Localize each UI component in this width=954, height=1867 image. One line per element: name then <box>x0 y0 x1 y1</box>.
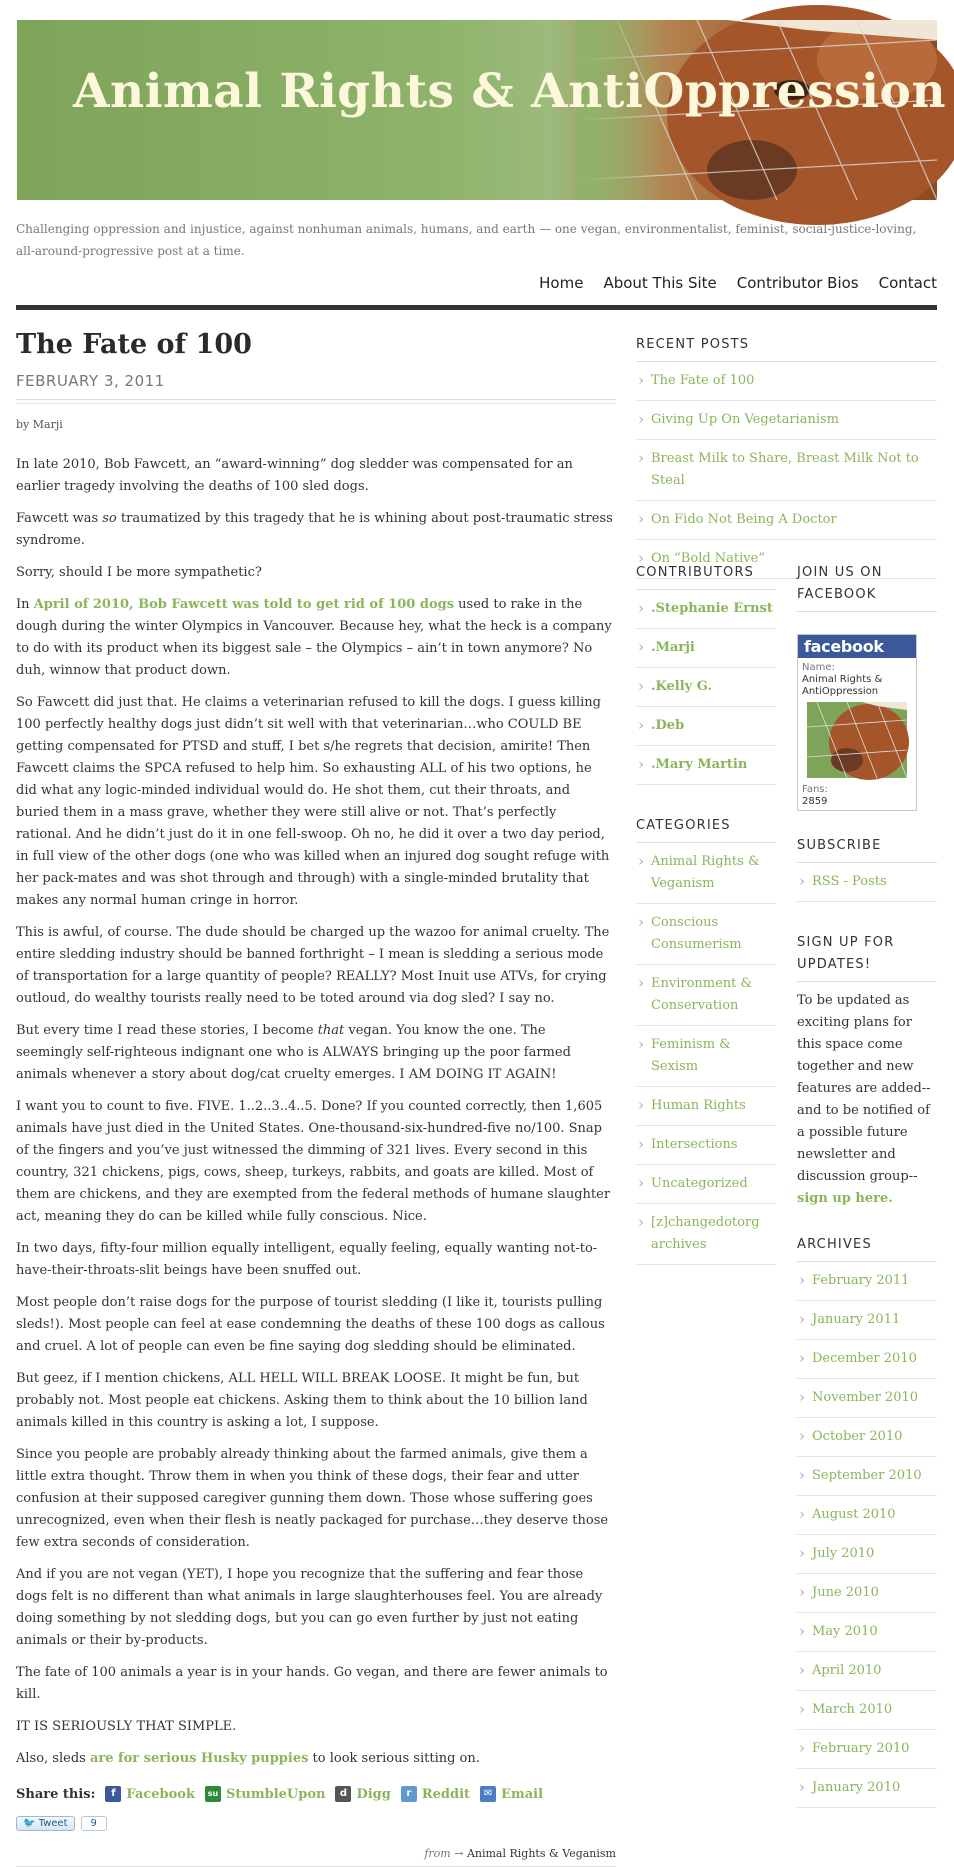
list-item <box>636 843 776 904</box>
list-item <box>797 1496 937 1535</box>
paragraph: But every time I read these stories, I become that vegan. You know the one. The seemingly self-righteous indignant one who is ALWAYS bringing up the poor farmed animals whenever a story about dog/cat cruelty emerges. I AM DOING IT AGAIN! <box>16 1023 571 1082</box>
archive-link[interactable]: February 2011 <box>812 1273 910 1288</box>
nav-contact[interactable]: Contact <box>878 274 937 292</box>
contributor-link[interactable]: .Deb <box>651 718 685 733</box>
digg-icon: d <box>335 1786 351 1802</box>
rss-posts-link[interactable]: RSS - Posts <box>812 874 887 889</box>
list-item <box>797 1418 937 1457</box>
main-nav <box>539 274 937 292</box>
list-item <box>636 1126 776 1165</box>
post-date: FEBRUARY 3, 2011 <box>16 372 616 400</box>
list-item <box>636 746 776 785</box>
category-link[interactable]: Intersections <box>651 1137 738 1152</box>
share-digg-button[interactable]: d Digg <box>335 1786 390 1802</box>
list-item <box>797 1574 937 1613</box>
post-category-link[interactable]: Animal Rights & Veganism <box>466 1847 616 1860</box>
cow-thumbnail-icon[interactable] <box>807 702 907 778</box>
sidebar-column-right <box>797 562 937 1808</box>
recent-post-link[interactable]: On Fido Not Being A Doctor <box>651 512 837 527</box>
list-item <box>636 501 937 540</box>
paragraph: Also, sleds are for serious Husky puppies to look serious sitting on. <box>16 1751 480 1766</box>
list-item <box>797 1301 937 1340</box>
tweet-count: 9 <box>81 1816 107 1831</box>
header-banner[interactable] <box>17 20 947 200</box>
nav-divider <box>16 305 937 310</box>
husky-puppies-link[interactable]: are for serious Husky puppies <box>89 1751 309 1766</box>
post-title[interactable]: The Fate of 100 <box>16 329 252 360</box>
archives-list <box>797 1262 937 1808</box>
list-item <box>636 1204 776 1265</box>
fb-fans-count: 2859 <box>802 796 828 807</box>
paragraph: This is awful, of course. The dude should be charged up the wazoo for animal cruelty. The entire sledding industry should be banned forthright – I mean is sledding a serious mode of transportation for a large quantity of people? REALLY? Most Inuit use ATVs, for crying outloud, do wealthy tourists really need to be toted around via dog sled? I say no. <box>16 925 610 1006</box>
archive-link[interactable]: January 2011 <box>812 1312 901 1327</box>
paragraph: I want you to count to five. FIVE. 1..2..3..4..5. Done? If you counted correctly, then 1,605 animals have just died in the United States. One-thousand-six-hundred-five no/100. Snap of the fingers and you’ve just witnessed the dimming of 321 lives. Every second in this country, 321 chickens, pigs, cows, sheep, turkeys, rabbits, and goats are killed. Most of them are chickens, and they are exempted from the federal methods of humane slaughter act, meaning they do can be killed while fully conscious. Nice. <box>16 1099 611 1224</box>
reddit-icon: r <box>401 1786 417 1802</box>
categories-list <box>636 843 776 1265</box>
list-item <box>636 965 776 1026</box>
contributor-link[interactable]: .Stephanie Ernst <box>651 601 773 616</box>
list-item <box>636 1165 776 1204</box>
list-item <box>636 362 937 401</box>
post-content <box>16 454 616 1770</box>
category-link[interactable]: Environment & Conservation <box>651 976 753 1013</box>
date-divider <box>16 403 616 404</box>
site-tagline: Challenging oppression and injustice, against nonhuman animals, humans, and earth — one vegan, environmentalist, feminist, social-justice-loving, all-around-progressive post at a time. <box>16 222 917 258</box>
sidebar-column-left <box>636 562 776 1265</box>
category-link[interactable]: Conscious Consumerism <box>651 915 742 952</box>
list-item <box>636 590 776 629</box>
paragraph: In April of 2010, Bob Fawcett was told to get rid of 100 dogs used to rake in the dough during the winter Olympics in Vancouver. Because hey, what the heck is a company to do with its product when its biggest sale – the Olympics – ain’t in town anymore? No duh, winnow that product down. <box>16 597 612 678</box>
paragraph: Since you people are probably already thinking about the farmed animals, give them a little extra thought. Throw them in when you think of these dogs, their fear and utter confusion at their supposed caregiver gunning them down. Those whose suffering goes unrecognized, even when their flesh is neatly packaged for purchase…they deserve those few extra seconds of consideration. <box>16 1447 609 1550</box>
list-item <box>636 1026 776 1087</box>
list-item <box>636 440 937 501</box>
list-item <box>636 401 937 440</box>
archive-link[interactable]: December 2010 <box>812 1351 917 1366</box>
stumbleupon-icon: su <box>205 1786 221 1802</box>
fb-fans-label: Fans: <box>802 784 828 795</box>
widget-title: CONTRIBUTORS <box>636 562 776 590</box>
paragraph: Most people don’t raise dogs for the purpose of tourist sledding (I like it, tourists pulling sleds!). Most people can feel at ease condemning the deaths of these 100 dogs as callous and cruel. A lot of people can even be fine saying dog sledding should be eliminated. <box>16 1295 605 1354</box>
list-item <box>797 1457 937 1496</box>
list-item <box>797 1613 937 1652</box>
archive-link[interactable]: November 2010 <box>812 1390 919 1405</box>
signup-text: To be updated as exciting plans for this space come together and new features are added--and to be notified of a possible future newsletter and discussion group--sign up here. <box>797 993 931 1206</box>
list-item <box>797 863 937 902</box>
widget-title: RECENT POSTS <box>636 334 937 362</box>
article-link-fawcett[interactable]: April of 2010, Bob Fawcett was told to get rid of 100 dogs <box>33 597 455 612</box>
archive-link[interactable]: January 2010 <box>812 1780 901 1795</box>
nav-about[interactable]: About This Site <box>603 274 717 292</box>
category-link[interactable]: Human Rights <box>651 1098 746 1113</box>
contributor-link[interactable]: .Mary Martin <box>651 757 748 772</box>
list-item <box>636 1087 776 1126</box>
archive-link[interactable]: June 2010 <box>812 1585 879 1600</box>
recent-post-link[interactable]: Giving Up On Vegetarianism <box>651 412 839 427</box>
fb-name-label: Name: <box>802 662 835 673</box>
category-link[interactable]: [z]changedotorg archives <box>651 1215 760 1252</box>
paragraph: And if you are not vegan (YET), I hope you recognize that the suffering and fear those dogs felt is no different than what animals in large slaughterhouses feel. You are already doing something by not sledding dogs, but you can go even further by just not eating animals or their by-products. <box>16 1567 603 1648</box>
list-item <box>797 1769 937 1808</box>
archive-link[interactable]: February 2010 <box>812 1741 910 1756</box>
archive-link[interactable]: April 2010 <box>812 1663 882 1678</box>
archive-link[interactable]: July 2010 <box>812 1546 875 1561</box>
archive-link[interactable]: September 2010 <box>812 1468 922 1483</box>
tweet-button[interactable]: 🐦 Tweet <box>16 1816 75 1831</box>
recent-post-link[interactable]: The Fate of 100 <box>651 373 755 388</box>
paragraph: In two days, fifty-four million equally intelligent, equally feeling, equally wanting not-to-have-their-throats-slit beings have been snuffed out. <box>16 1241 598 1278</box>
share-label: Share this: <box>16 1786 96 1802</box>
share-stumbleupon-button[interactable]: su StumbleUpon <box>205 1786 325 1802</box>
list-item <box>797 1535 937 1574</box>
email-icon: ✉ <box>480 1786 496 1802</box>
list-item <box>797 1652 937 1691</box>
list-item <box>797 1691 937 1730</box>
twitter-bird-icon: 🐦 <box>23 1818 36 1829</box>
share-bar <box>16 1786 616 1802</box>
contributor-link[interactable]: .Kelly G. <box>651 679 712 694</box>
contributor-link[interactable]: .Marji <box>651 640 695 655</box>
tweet-row <box>16 1816 616 1831</box>
archive-link[interactable]: May 2010 <box>812 1624 878 1639</box>
fb-page-name[interactable]: Animal Rights & AntiOppression <box>802 674 883 697</box>
list-item <box>797 1379 937 1418</box>
paragraph: But geez, if I mention chickens, ALL HELL WILL BREAK LOOSE. It might be fun, but probably not. Most people eat chickens. Asking them to think about the 10 billion land animals killed in this country is asking a lot, I suppose. <box>16 1371 588 1430</box>
paragraph: So Fawcett did just that. He claims a veterinarian refused to kill the dogs. I guess killing 100 perfectly healthy dogs just didn’t sit well with that veterinarian…who COULD BE getting compensated for PTSD and stuff, I bet s/he regrets that decision, amirite! Then Fawcett claims the SPCA refused to help him. So exhausting ALL of his two options, he did what any logic-minded individual would do. He shot them, cut their throats, and buried them in a mass grave, whether they were still alive or not. That’s perfectly rational. And he didn’t just do it in one fell-swoop. Oh no, he did it over a two day period, in full view of the other dogs (one who was killed when an injured dog sought refuge with her pack-mates and was shot through and through) with a single-minded brutality that makes any normal human cringe in horror. <box>16 695 610 908</box>
share-reddit-button[interactable]: r Reddit <box>401 1786 470 1802</box>
category-link[interactable]: Feminism & Sexism <box>651 1037 731 1074</box>
widget-title: JOIN US ON FACEBOOK <box>797 562 937 612</box>
contributors-list <box>636 590 776 785</box>
archive-link[interactable]: October 2010 <box>812 1429 903 1444</box>
widget-title: SUBSCRIBE <box>797 835 937 863</box>
recent-posts-list <box>636 362 937 579</box>
post-category-line: from → Animal Rights & Veganism <box>16 1847 616 1867</box>
list-item <box>636 707 776 746</box>
archive-link[interactable]: March 2010 <box>812 1702 893 1717</box>
list-item <box>797 1262 937 1301</box>
category-link[interactable]: Animal Rights & Veganism <box>651 854 760 891</box>
signup-link[interactable]: sign up here. <box>797 1191 893 1206</box>
paragraph: Sorry, should I be more sympathetic? <box>16 565 262 580</box>
paragraph: Fawcett was so traumatized by this tragedy that he is whining about post-traumatic stress syndrome. <box>16 511 613 548</box>
facebook-icon: f <box>105 1786 121 1802</box>
list-item <box>797 1730 937 1769</box>
facebook-logo[interactable]: facebook <box>798 635 916 658</box>
share-facebook-button[interactable]: f Facebook <box>105 1786 195 1802</box>
list-item <box>636 904 776 965</box>
nav-contributor-bios[interactable]: Contributor Bios <box>736 274 859 292</box>
post-byline: by Marji <box>16 418 63 431</box>
facebook-like-box[interactable] <box>797 634 917 811</box>
recent-post-link[interactable]: On “Bold Native” <box>651 551 765 566</box>
nav-home[interactable]: Home <box>539 274 584 292</box>
list-item <box>636 629 776 668</box>
category-link[interactable]: Uncategorized <box>651 1176 748 1191</box>
recent-post-link[interactable]: Breast Milk to Share, Breast Milk Not to Steal <box>651 451 919 488</box>
site-title[interactable]: Animal Rights & AntiOppression <box>73 64 947 119</box>
widget-title: SIGN UP FOR UPDATES! <box>797 932 937 982</box>
list-item <box>797 1340 937 1379</box>
post-article <box>16 328 616 1867</box>
widget-title: CATEGORIES <box>636 815 776 843</box>
archive-link[interactable]: August 2010 <box>812 1507 896 1522</box>
subscribe-list <box>797 863 937 902</box>
widget-title: ARCHIVES <box>797 1234 937 1262</box>
paragraph: The fate of 100 animals a year is in your hands. Go vegan, and there are fewer animals to kill. <box>16 1665 608 1702</box>
share-email-button[interactable]: ✉ Email <box>480 1786 543 1802</box>
list-item <box>636 668 776 707</box>
recent-posts-widget <box>636 334 937 579</box>
paragraph: IT IS SERIOUSLY THAT SIMPLE. <box>16 1719 237 1734</box>
paragraph: In late 2010, Bob Fawcett, an “award-winning” dog sledder was compensated for an earlier tragedy involving the deaths of 100 sled dogs. <box>16 457 573 494</box>
